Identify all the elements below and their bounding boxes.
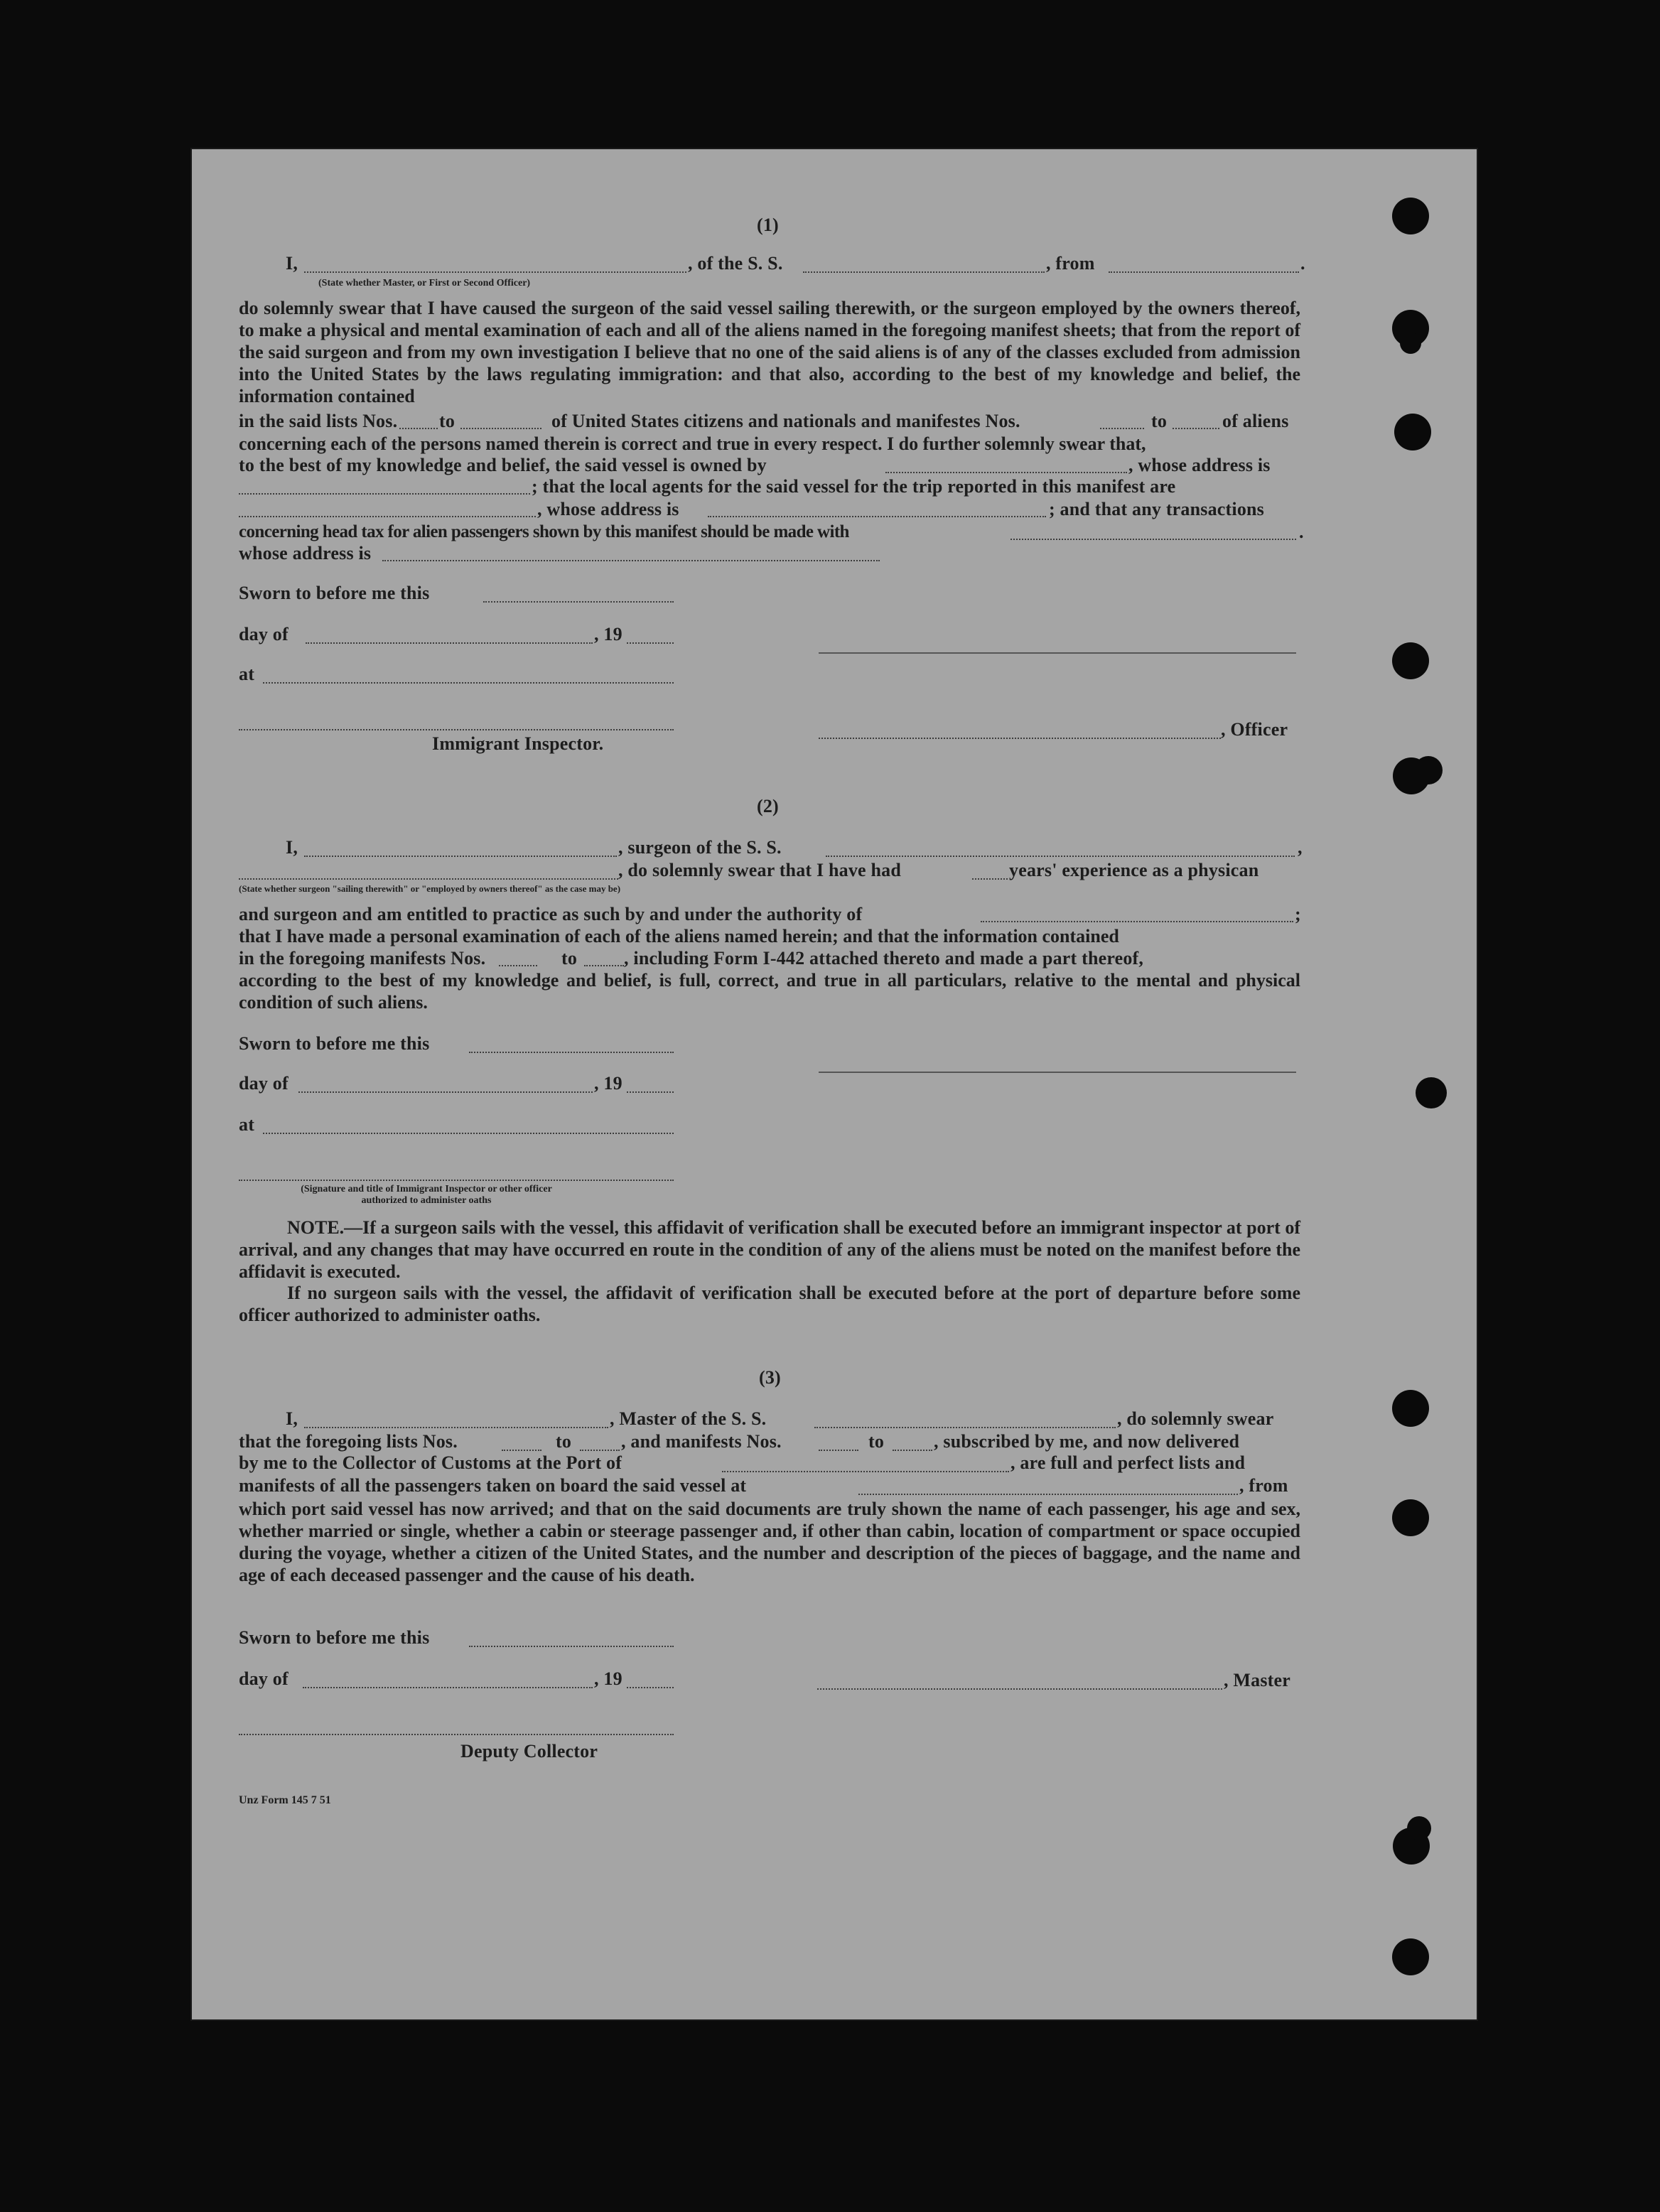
s1-officer-label: , Officer: [1221, 719, 1288, 740]
s1-headtax-address-field[interactable]: [382, 560, 880, 561]
s2-comma: ,: [1298, 837, 1303, 858]
s3-board-port-field[interactable]: [858, 1494, 1238, 1495]
s3-master-signature-field[interactable]: [817, 1688, 1222, 1690]
s1-sworn-date-field[interactable]: [483, 601, 674, 603]
s3-master-name-field[interactable]: [304, 1427, 608, 1428]
s2-sworn-date-field[interactable]: [469, 1052, 674, 1053]
s1-line1-period: .: [1300, 253, 1305, 274]
s1-citizens-label: of United States citizens and nationals and manifestes Nos.: [551, 411, 1020, 431]
s3-lists-to-label: to: [556, 1431, 572, 1452]
s1-manifest-to-field[interactable]: [1173, 428, 1219, 429]
s2-manifests-from-field[interactable]: [499, 965, 537, 966]
s1-inspector-label: Immigrant Inspector.: [432, 733, 604, 754]
s1-owner-address-label: , whose address is: [1128, 455, 1271, 475]
s1-of-ss-label: , of the S. S.: [688, 253, 783, 274]
punch-hole: [1392, 1938, 1429, 1975]
form-id: Unz Form 145 7 51: [239, 1794, 331, 1806]
punch-hole: [1392, 1390, 1429, 1427]
s1-from-label: , from: [1046, 253, 1095, 274]
s1-transactions-label: ; and that any transactions: [1049, 499, 1264, 519]
s1-manifest-to-label: to: [1151, 411, 1168, 431]
s1-owned-label: to the best of my knowledge and belief, the said vessel is owned by: [239, 455, 767, 475]
s3-manifests-label: , and manifests Nos.: [621, 1431, 782, 1452]
s1-lists-to-label: to: [439, 411, 456, 431]
punch-hole: [1416, 1077, 1447, 1108]
s3-ship-name-field[interactable]: [814, 1427, 1116, 1428]
s2-at-label: at: [239, 1114, 255, 1135]
s3-from-label: , from: [1239, 1475, 1288, 1496]
s3-declaration-paragraph: which port said vessel has now arrived; and that on the said documents are truly shown the name of each passenger, his age and sex, whether married or single, whether a cabin or steerage passenger and, if other than cabin, location of compartment or space occupied during the voyage, whether a citizen of the United States, and the number and description of the pieces of baggage, and the name and age of each deceased passenger and the cause of his death.: [239, 1499, 1300, 1585]
s1-lists-from-field[interactable]: [399, 428, 438, 429]
s3-master-label: , Master: [1224, 1670, 1290, 1690]
section-1-number: (1): [757, 215, 779, 235]
s1-whose-address-label: whose address is: [239, 543, 372, 563]
s2-swear-label: , do solemnly swear that I have had: [618, 860, 902, 880]
s1-ship-name-field[interactable]: [803, 271, 1045, 273]
s1-headtax-label: concerning head tax for alien passengers shown by this manifest should be made with: [239, 522, 849, 541]
s2-ship-name-field[interactable]: [826, 856, 1295, 857]
s2-semicolon: ;: [1295, 904, 1301, 924]
punch-hole: [1392, 642, 1429, 679]
s2-signature-note: (Signature and title of Immigrant Inspector or other officer authorized to administer oaths: [301, 1184, 552, 1206]
s2-surgeon-note: (State whether surgeon "sailing therewith" or "employed by owners thereof" as the case may be): [239, 883, 621, 894]
s1-headtax-field[interactable]: [1010, 539, 1296, 540]
s2-exam-line: that I have made a personal examination of each of the aliens named herein; and that the information contained: [239, 926, 1119, 946]
s2-day-of-label: day of: [239, 1073, 289, 1094]
s1-i-label: I,: [286, 253, 298, 274]
s3-delivered-label: , subscribed by me, and now delivered: [934, 1431, 1240, 1452]
s2-month-field[interactable]: [298, 1091, 593, 1093]
s3-lists-from-field[interactable]: [502, 1450, 541, 1451]
s1-inspector-signature-field[interactable]: [239, 729, 674, 730]
s3-manifests-to-label: to: [868, 1431, 885, 1452]
s1-manifest-from-field[interactable]: [1100, 428, 1144, 429]
s3-month-field[interactable]: [303, 1687, 593, 1688]
s1-year-label: , 19: [594, 624, 622, 644]
s2-manifests-to-field[interactable]: [584, 965, 624, 966]
s3-perfect-lists-label: , are full and perfect lists and: [1010, 1452, 1246, 1473]
s2-manifests-label: in the foregoing manifests Nos.: [239, 948, 486, 969]
s1-agents-address-field[interactable]: [708, 516, 1046, 517]
section-2-number: (2): [757, 796, 779, 816]
s1-at-label: at: [239, 664, 255, 684]
s3-deputy-collector-label: Deputy Collector: [460, 1741, 598, 1761]
s1-officer-signature-field[interactable]: [819, 738, 1221, 739]
section-3-number: (3): [759, 1367, 781, 1388]
s1-lists-to-field[interactable]: [460, 428, 541, 429]
s3-port-field[interactable]: [722, 1471, 1009, 1472]
s1-from-port-field[interactable]: [1109, 271, 1299, 273]
s2-surgeon-of-label: , surgeon of the S. S.: [618, 837, 782, 858]
s1-owner-field[interactable]: [885, 472, 1127, 473]
s3-collector-signature-field[interactable]: [239, 1734, 674, 1735]
note-paragraph-1: NOTE.—If a surgeon sails with the vessel, this affidavit of verification shall be executed before an immigrant inspector at port of arrival, and any changes that may have occurred en route in the condition of any of the aliens must be noted on the manifest before the affidavit is executed.: [239, 1217, 1300, 1282]
s2-year-field[interactable]: [627, 1091, 674, 1093]
s1-at-field[interactable]: [263, 682, 674, 684]
s3-year-field[interactable]: [627, 1687, 674, 1688]
s1-officer-name-field[interactable]: [304, 271, 686, 273]
s3-i-label: I,: [286, 1408, 298, 1429]
s3-manifests-to-field[interactable]: [893, 1450, 932, 1451]
s1-year-field[interactable]: [627, 642, 674, 644]
s2-surgeon-name-field[interactable]: [304, 856, 617, 857]
s1-lists-label: in the said lists Nos.: [239, 411, 398, 431]
s2-at-field[interactable]: [263, 1133, 674, 1134]
s2-years-field[interactable]: [972, 878, 1008, 880]
s2-closing-paragraph: according to the best of my knowledge and belief, is full, correct, and true in all particulars, relative to the mental and physical condition of such aliens.: [239, 970, 1300, 1013]
s3-swear-label: , do solemnly swear: [1117, 1408, 1274, 1429]
punch-hole: [1392, 1499, 1429, 1536]
punch-hole: [1394, 414, 1431, 451]
s1-officer-signature-line-1[interactable]: [819, 652, 1296, 654]
s2-sworn-label: Sworn to before me this: [239, 1033, 430, 1054]
s2-status-field[interactable]: [239, 878, 618, 880]
punch-hole: [1392, 198, 1429, 234]
s3-sworn-date-field[interactable]: [469, 1646, 674, 1647]
s3-lists-label: that the foregoing lists Nos.: [239, 1431, 458, 1452]
s2-inspector-signature-field[interactable]: [239, 1180, 674, 1181]
punch-hole: [1407, 1816, 1431, 1840]
s1-oath-paragraph: do solemnly swear that I have caused the surgeon of the said vessel sailing therewith, or the surgeon employed by the owners thereof, to make a physical and mental examination of each and all of the aliens named in the foregoing manifest sheets; that from the report of the said surgeon and from my own investigation I believe that no one of the said aliens is of any of the classes excluded from admission into the United States by the laws regulating immigration: and that also, according to the best of my knowledge and belief, the information contained: [239, 298, 1300, 406]
s3-day-of-label: day of: [239, 1668, 289, 1689]
s3-year-label: , 19: [594, 1668, 622, 1689]
s3-sworn-label: Sworn to before me this: [239, 1627, 430, 1648]
note-paragraph-2: If no surgeon sails with the vessel, the affidavit of verification shall be executed before at the port of departure before some officer authorized to administer oaths.: [239, 1283, 1300, 1325]
s2-i-label: I,: [286, 837, 298, 858]
punch-hole: [1400, 333, 1421, 354]
punch-hole: [1414, 756, 1443, 784]
s1-master-note: (State whether Master, or First or Second Officer): [318, 278, 531, 288]
s3-port-label: by me to the Collector of Customs at the Port of: [239, 1452, 622, 1473]
s3-board-label: manifests of all the passengers taken on board the said vessel at: [239, 1475, 747, 1496]
s3-lists-to-field[interactable]: [580, 1450, 620, 1451]
s1-month-field[interactable]: [306, 642, 593, 644]
s2-form-label: , including Form I-442 attached thereto and made a part thereof,: [624, 948, 1144, 969]
s1-concerning-line: concerning each of the persons named therein is correct and true in every respect. I do further solemnly swear that,: [239, 433, 1146, 454]
s1-agents-field[interactable]: [239, 516, 536, 517]
s1-aliens-label: of aliens: [1222, 411, 1289, 431]
s2-authority-label: and surgeon and am entitled to practice as such by and under the authority of: [239, 904, 863, 924]
s2-authority-field[interactable]: [981, 921, 1293, 922]
s1-agents-address-label: , whose address is: [537, 499, 679, 519]
s3-manifests-from-field[interactable]: [819, 1450, 858, 1451]
s3-master-of-label: , Master of the S. S.: [610, 1408, 767, 1429]
s2-surgeon-signature-line[interactable]: [819, 1072, 1296, 1073]
s1-day-of-label: day of: [239, 624, 289, 644]
s1-sworn-label: Sworn to before me this: [239, 583, 430, 603]
s2-year-label: , 19: [594, 1073, 622, 1094]
s1-agents-label: ; that the local agents for the said vessel for the trip reported in this manifest are: [532, 476, 1176, 497]
s1-headtax-period: .: [1299, 522, 1304, 542]
s2-years-label: years' experience as a physican: [1009, 860, 1259, 880]
s2-manifests-to-label: to: [561, 948, 578, 969]
s1-owner-address-field[interactable]: [239, 493, 530, 495]
